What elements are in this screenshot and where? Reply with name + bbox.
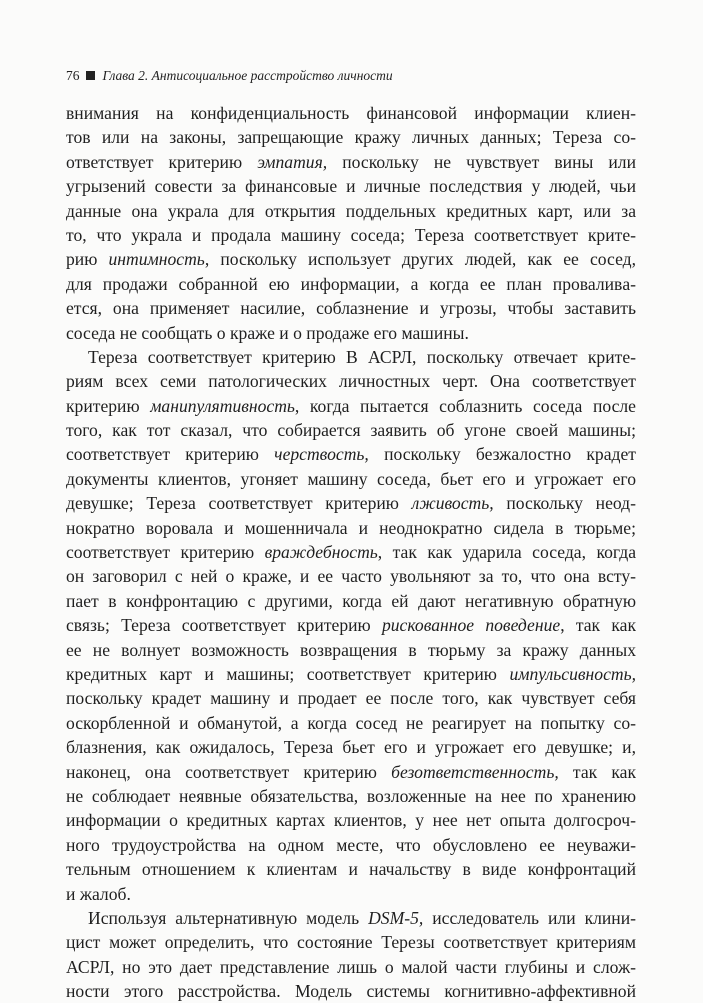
text-run: угрызений совести за финансовые и личные последствия у людей, чьи	[66, 176, 636, 197]
text-run: кредитных карт и машины; соответствует критерию	[66, 663, 510, 684]
text-run: так как	[558, 761, 636, 782]
text-line	[66, 296, 636, 320]
text-run: рию	[66, 249, 109, 270]
text-line	[66, 272, 636, 296]
text-run: соседа не сообщать о краже и о продаже его машины.	[66, 322, 469, 343]
text-line	[66, 589, 636, 613]
text-run: и жалоб.	[66, 883, 131, 904]
text-run: поскольку безжалостно крадет	[368, 444, 636, 465]
text-run: ности этого расстройства. Модель системы когнитивно-аффективной	[66, 981, 636, 1002]
text-run: не соблюдает неявные обязательства, возложенные на нее по хранению	[66, 785, 636, 806]
text-run: , когда пытается соблазнить соседа после	[294, 395, 636, 416]
text-line	[66, 174, 636, 198]
text-line	[66, 686, 636, 710]
text-run: , так как	[560, 615, 636, 636]
text-run: ответствует критерию	[66, 151, 258, 172]
text-run: соответствует критерию	[66, 542, 265, 563]
italic-term: DSM-5,	[368, 907, 424, 928]
text-line	[66, 442, 636, 466]
text-run: то, что украла и продала машину соседа; Тереза соответствует крите-	[66, 224, 636, 245]
text-line	[66, 564, 636, 588]
text-line	[66, 979, 636, 1003]
text-run: ее не волнует возможность возвращения в тюрьму за кражу данных	[66, 639, 636, 660]
text-line	[66, 321, 636, 345]
text-run: риям всех семи патологических личностных черт. Она соответствует	[66, 371, 636, 392]
text-line	[66, 955, 636, 979]
running-head	[66, 68, 393, 84]
text-line	[66, 833, 636, 857]
italic-term: рискованное поведение	[381, 615, 561, 636]
text-line	[66, 491, 636, 515]
text-line	[66, 369, 636, 393]
text-run: , так как ударила соседа, когда	[377, 542, 636, 563]
text-run: исследователь или клини-	[423, 907, 636, 928]
body-text	[66, 101, 636, 1003]
text-run: ется, она применяет насилие, соблазнение и угрозы, чтобы заставить	[66, 298, 636, 319]
text-run: он заговорил с ней о краже, и ее часто увольняют за то, что она всту-	[66, 566, 636, 587]
text-line	[66, 808, 636, 832]
text-run: цист может определить, что состояние Терезы соответствует критериям	[66, 932, 636, 953]
text-line	[66, 857, 636, 881]
text-run: тов или на законы, запрещающие кражу личных данных; Тереза со-	[66, 127, 636, 148]
text-run: связь; Тереза соответствует критерию	[66, 615, 382, 636]
text-run: ного трудоустройства на одном месте, что обусловлено ее неуважи-	[66, 834, 636, 855]
italic-term: враждебность	[264, 542, 378, 563]
text-line	[66, 345, 636, 369]
square-bullet-icon	[86, 71, 95, 80]
text-line	[66, 735, 636, 759]
italic-term: черствость,	[274, 444, 369, 465]
text-run: поскольку крадет машину и продает ее после того, как чувствует себя	[66, 688, 636, 709]
text-run: того, как тот сказал, что собирается заявить об угоне своей машины;	[66, 420, 636, 441]
italic-term: манипулятивность	[150, 395, 295, 416]
text-run: соответствует критерию	[66, 444, 275, 465]
text-line	[66, 613, 636, 637]
text-run: девушке; Тереза соответствует критерию	[66, 493, 412, 514]
text-run: документы клиентов, угоняет машину соседа, бьет его и угрожает его	[66, 468, 636, 489]
italic-term: интимность	[108, 249, 205, 270]
text-run: блазнения, как ожидалось, Тереза бьет его и угрожает его девушке; и,	[66, 737, 636, 758]
italic-term: эмпатия,	[257, 151, 328, 172]
text-line	[66, 394, 636, 418]
text-run: оскорбленной и обманутой, а когда сосед не реагирует на попытку со-	[66, 712, 636, 733]
text-run: для продажи собранной ею информации, а когда ее план проваливa-	[66, 273, 636, 294]
text-run: пает в конфронтацию с другими, когда ей дают негативную обратную	[66, 590, 636, 611]
italic-term: импульсивность,	[509, 663, 636, 684]
text-run: , поскольку использует других людей, как ее сосед,	[204, 249, 636, 270]
chapter-title: Глава 2. Антисоциальное расстройство личности	[102, 68, 393, 83]
text-line	[66, 906, 636, 930]
text-run: тельным отношением к клиентам и начальству в виде конфронтаций	[66, 859, 636, 880]
text-line	[66, 150, 636, 174]
text-line	[66, 247, 636, 271]
text-line	[66, 711, 636, 735]
text-line	[66, 784, 636, 808]
text-line	[66, 418, 636, 442]
text-run: нократно воровала и мошенничала и неоднократно сидела в тюрьме;	[66, 517, 636, 538]
text-line	[66, 930, 636, 954]
text-line	[66, 223, 636, 247]
text-run: информации о кредитных картах клиентов, у нее нет опыта долгосроч-	[66, 810, 636, 831]
italic-term: лживость,	[411, 493, 494, 514]
text-run: данные она украла для открытия поддельных кредитных карт, или за	[66, 200, 636, 221]
text-run: наконец, она соответствует критерию	[66, 761, 392, 782]
text-line	[66, 638, 636, 662]
text-line	[66, 516, 636, 540]
text-line	[66, 199, 636, 223]
text-line	[66, 101, 636, 125]
text-line	[66, 882, 636, 906]
text-run: Используя альтернативную модель	[88, 907, 369, 928]
text-run: поскольку не чувствует вины или	[327, 151, 636, 172]
text-run: внимания на конфиденциальность финансовой информации клиен-	[66, 103, 636, 123]
text-line	[66, 125, 636, 149]
text-run: АСРЛ, но это дает представление лишь о малой части глубины и слож-	[66, 956, 636, 977]
text-line	[66, 540, 636, 564]
text-run: критерию	[66, 395, 151, 416]
text-run: поскольку неод-	[493, 493, 636, 514]
page-number: 76	[66, 68, 80, 83]
text-run: Тереза соответствует критерию В АСРЛ, поскольку отвечает крите-	[88, 346, 636, 367]
italic-term: безответственность,	[391, 761, 559, 782]
text-line	[66, 760, 636, 784]
text-line	[66, 662, 636, 686]
text-line	[66, 467, 636, 491]
